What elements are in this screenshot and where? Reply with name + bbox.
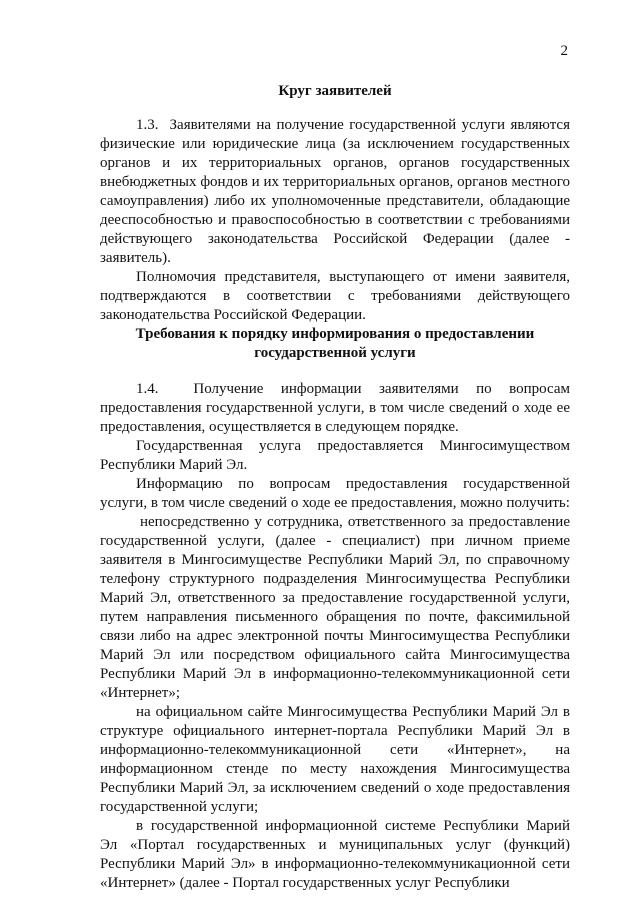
section-heading-informing-line2: государственной услуги [254,345,416,361]
paragraph-powers: Полномочия представителя, выступающего от имени заявителя, подтверждаются в соответствии с требованиями действующего законодательства Российской Федерации. [100,269,570,323]
paragraph-1-3: 1.3. Заявителями на получение государственной услуги являются физические или юридические лица (за исключением государственных органов и их территориальных органов, органов государственных внебюджетных фондов и их территориальных органов, органов местного самоуправления) либо их уполномоченные представители, обладающие дееспособностью и правоспособностью в соответствии с требованиями действующего законодательства Российской Федерации (далее - заявитель). [100,117,570,266]
paragraph-info-ways: Информацию по вопросам предоставления государственной услуги, в том числе сведений о ходе ее предоставления, можно получить: [100,476,570,511]
section-heading-applicants: Круг заявителей [278,83,392,99]
section-informing-body [100,380,570,893]
paragraph-direct-contact: непосредственно у сотрудника, ответственного за предоставление государственной услуги, (далее - специалист) при личном приеме заявителя в Мингосимуществе Республики Марий Эл, по справочному телефону структурного подразделения Мингосимущества Республики Марий Эл, ответственного за предоставление государственной услуги, путем направления письменного обращения по почте, факсимильной связи либо на адрес электронной почты Мингосимущества Республики Марий Эл или посредством официального сайта Мингосимущества Республики Марий Эл в информационно-телекоммуникационной сети «Интернет»; [100,514,570,701]
paragraph-state-system: в государственной информационной системе Республики Марий Эл «Портал государственных и муниципальных услуг (функций) Республики Марий Эл» в информационно-телекоммуникационной сети «Интернет» (далее - Портал государственных услуг Республики [100,818,570,891]
section-heading-informing [100,325,570,363]
paragraph-official-site: на официальном сайте Мингосимущества Республики Марий Эл в структуре официального интернет-портала Республики Марий Эл в информационно-телекоммуникационной сети «Интернет», на информационном стенде по месту нахождения Мингосимущества Республики Марий Эл, за исключением сведений о ходе предоставления государственной услуги; [100,704,570,815]
page-number: 2 [560,43,568,59]
section-applicants-body [100,116,570,325]
paragraph-service-provider: Государственная услуга предоставляется Мингосимуществом Республики Марий Эл. [100,438,570,473]
paragraph-1-4: 1.4. Получение информации заявителями по вопросам предоставления государственной услуги, в том числе сведений о ходе ее предоставления, осуществляется в следующем порядке. [100,381,570,435]
section-heading-informing-line1: Требования к порядку информирования о предоставлении [135,326,535,342]
